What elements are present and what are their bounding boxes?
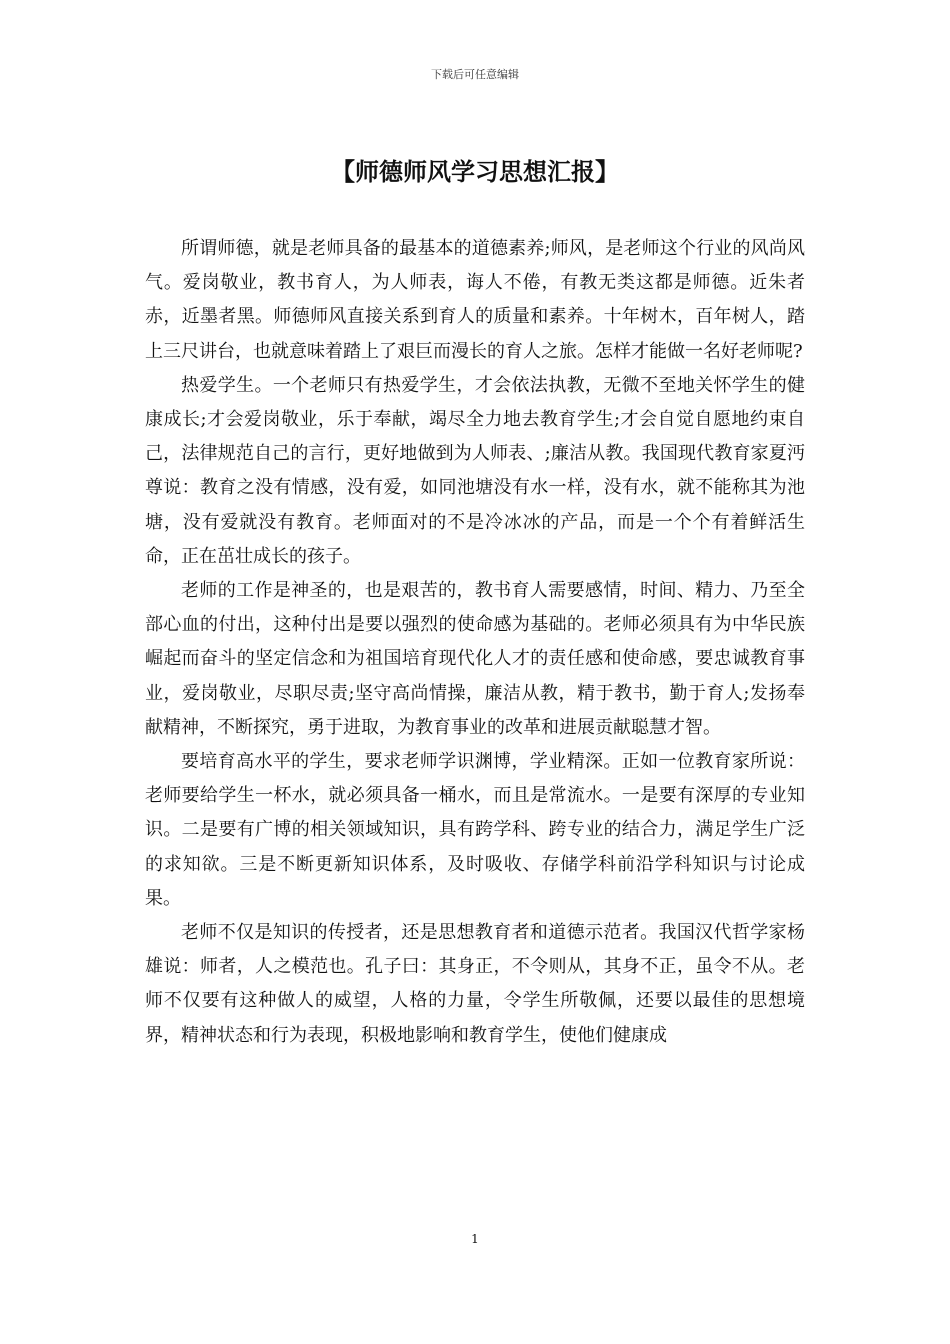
- document-body: [145, 232, 805, 1053]
- paragraph-1: 所谓师德，就是老师具备的最基本的道德素养;师风，是老师这个行业的风尚风气。爱岗敬业，教书育人，为人师表，诲人不倦，有教无类这都是师德。近朱者赤，近墨者黑。师德师风直接关系到育人的质量和素养。十年树木，百年树人，踏上三尺讲台，也就意味着踏上了艰巨而漫长的育人之旅。怎样才能做一名好老师呢?: [145, 238, 805, 362]
- document-title: 【师德师风学习思想汇报】: [331, 158, 619, 186]
- page-number: 1: [471, 1232, 479, 1246]
- page-header: 下载后可任意编辑: [431, 68, 519, 81]
- paragraph-5: 老师不仅是知识的传授者，还是思想教育者和道德示范者。我国汉代哲学家杨雄说：师者，人之模范也。孔子曰：其身正，不令则从，其身不正，虽令不从。老师不仅要有这种做人的威望，人格的力量，令学生所敬佩，还要以最佳的思想境界，精神状态和行为表现，积极地影响和教育学生，使他们健康成: [145, 922, 805, 1046]
- paragraph-4: 要培育高水平的学生，要求老师学识渊博，学业精深。正如一位教育家所说：老师要给学生一杯水，就必须具备一桶水，而且是常流水。一是要有深厚的专业知识。二是要有广博的相关领域知识，具有跨学科、跨专业的结合力，满足学生广泛的求知欲。三是不断更新知识体系，及时吸收、存储学科前沿学科知识与讨论成果。: [145, 751, 805, 909]
- paragraph-2: 热爱学生。一个老师只有热爱学生，才会依法执教，无微不至地关怀学生的健康成长;才会爱岗敬业，乐于奉献，竭尽全力地去教育学生;才会自觉自愿地约束自己，法律规范自己的言行，更好地做到为人师表、;廉洁从教。我国现代教育家夏沔尊说：教育之没有情感，没有爱，如同池塘没有水一样，没有水，就不能称其为池塘，没有爱就没有教育。老师面对的不是冷冰冰的产品，而是一个个有着鲜活生命，正在茁壮成长的孩子。: [145, 374, 805, 567]
- paragraph-3: 老师的工作是神圣的，也是艰苦的，教书育人需要感情，时间、精力、乃至全部心血的付出，这种付出是要以强烈的使命感为基础的。老师必须具有为中华民族崛起而奋斗的坚定信念和为祖国培育现代化人才的责任感和使命感，要忠诚教育事业，爱岗敬业，尽职尽责;坚守高尚情操，廉洁从教，精于教书，勤于育人;发扬奉献精神，不断探究，勇于进取，为教育事业的改革和进展贡献聪慧才智。: [145, 580, 805, 738]
